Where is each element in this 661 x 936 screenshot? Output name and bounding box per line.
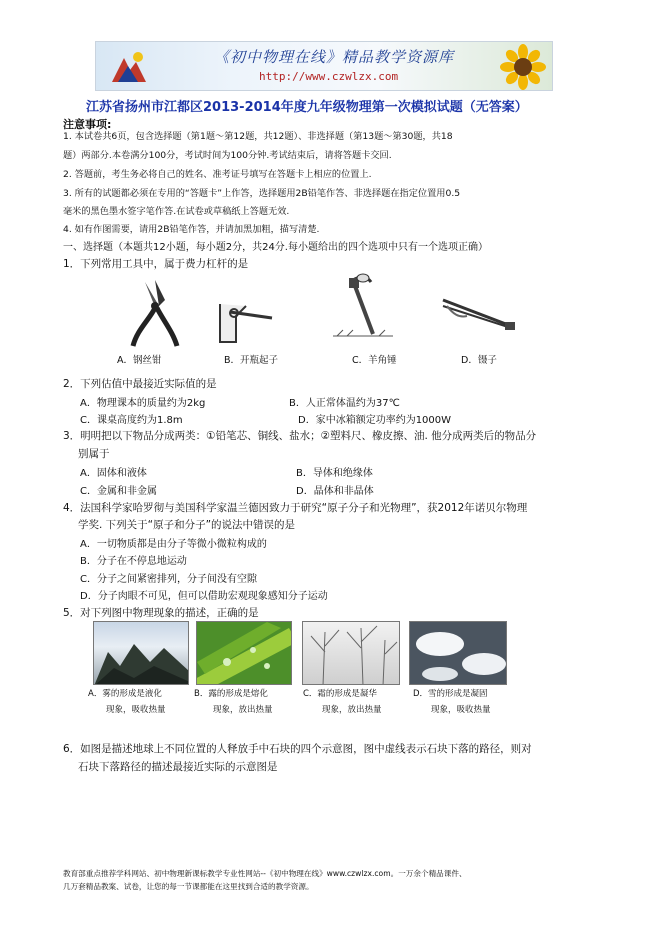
q5-caption-a: A．雾的形成是液化 [88,689,162,699]
q5-caption-b-2: 现象，放出热量 [213,705,273,715]
q4-option-c: C．分子之间紧密排列，分子间没有空隙 [80,574,257,585]
q1-option-b: B．开瓶起子 [224,355,279,366]
question-4-stem-cont: 学奖. 下列关于“原子和分子”的说法中错误的是 [78,519,296,531]
fog-mountain-photo [93,621,189,685]
q1-option-d: D．镊子 [461,355,497,366]
tweezers-icon [437,292,519,338]
q2-option-a: A．物理课本的质量约为2kg [80,398,206,409]
q1-option-c: C．羊角锤 [352,355,397,366]
note-line: 3. 所有的试题都必须在专用的“答题卡”上作答，选择题用2B铅笔作答、非选择题在指定位置用0.5 [63,188,461,199]
q5-caption-b: B．露的形成是熔化 [194,689,268,699]
q5-caption-c: C．霜的形成是凝华 [303,689,377,699]
q2-option-b: B．人正常体温约为37℃ [289,398,400,409]
question-3-stem-cont: 别属于 [78,448,110,460]
q3-option-d: D．晶体和非晶体 [296,486,374,497]
site-logo-icon [108,48,148,86]
note-line: 2. 答题前，考生务必将自己的姓名、准考证号填写在答题卡上相应的位置上. [63,169,372,180]
footer-line-1: 教育部重点推荐学科网站、初中物理新课标教学专业性网站--《初中物理在线》www.czwlzx.com。一万余个精品课件、 [63,869,467,878]
q2-option-d: D．家中冰箱额定功率约为1000W [298,415,452,426]
question-2-stem: 2．下列估值中最接近实际值的是 [63,378,217,390]
question-6-stem: 6．如图是描述地球上不同位置的人释放手中石块的四个示意图，图中虚线表示石块下落的路径，则对 [63,743,532,755]
q3-option-c: C．金属和非金属 [80,486,157,497]
section-heading: 一、选择题（本题共12小题，每小题2分，共24分.每小题给出的四个选项中只有一个选项正确） [63,242,488,253]
pliers-icon [115,272,193,350]
banner-title: 《初中物理在线》精品教学资源库 [214,48,455,66]
q4-option-b: B．分子在不停息地运动 [80,556,187,567]
footer-line-2: 几万套精品教案、试卷，让您的每一节课都能在这里找到合适的教学资源。 [63,882,314,891]
question-5-stem: 5．对下列图中物理现象的描述，正确的是 [63,607,259,619]
bottle-opener-icon [216,298,276,346]
q5-caption-d-2: 现象，吸收热量 [431,705,491,715]
snow-rocks-photo [409,621,507,685]
exam-title: 江苏省扬州市江都区2013-2014年度九年级物理第一次模拟试题（无答案） [86,100,528,115]
dew-leaf-photo [196,621,292,685]
q5-caption-d: D．雪的形成是凝固 [413,689,488,699]
banner-url[interactable]: http://www.czwlzx.com [259,70,399,83]
q5-caption-a-2: 现象，吸收热量 [106,705,166,715]
q4-option-a: A．一切物质都是由分子等微小微粒构成的 [80,539,267,550]
q3-option-b: B．导体和绝缘体 [296,468,373,479]
question-1-stem: 1．下列常用工具中，属于费力杠杆的是 [63,258,249,270]
sunflower-icon [494,44,552,90]
note-line: 毫米的黑色墨水签字笔作答.在试卷或草稿纸上答题无效. [63,206,290,217]
claw-hammer-icon [333,272,393,348]
q5-caption-c-2: 现象，放出热量 [322,705,382,715]
note-line: 1. 本试卷共6页，包含选择题（第1题～第12题，共12题）、非选择题（第13题～第30题，共18 [63,131,453,142]
question-6-stem-cont: 石块下落路径的描述最接近实际的示意图是 [78,761,278,773]
question-4-stem: 4．法国科学家哈罗彻与美国科学家温兰德因致力于研究“原子分子和光物理”，获2012年诺贝尔物理 [63,502,528,514]
notes-heading: 注意事项: [63,118,112,131]
q1-option-a: A．钢丝钳 [117,355,162,366]
q3-option-a: A．固体和液体 [80,468,147,479]
question-3-stem: 3．明明把以下物品分成两类：①铅笔芯、铜线、盐水；②塑料尺、橡皮擦、油. 他分成两类后的物品分 [63,430,537,442]
header-banner [95,41,553,91]
note-line: 题）两部分.本卷满分100分，考试时间为100分钟.考试结束后，请将答题卡交回. [63,150,392,161]
note-line: 4. 如有作图需要，请用2B铅笔作答，并请加黑加粗，描写清楚. [63,224,320,235]
q2-option-c: C．课桌高度约为1.8m [80,415,183,426]
frost-tree-photo [302,621,400,685]
q4-option-d: D．分子肉眼不可见，但可以借助宏观现象感知分子运动 [80,591,328,602]
